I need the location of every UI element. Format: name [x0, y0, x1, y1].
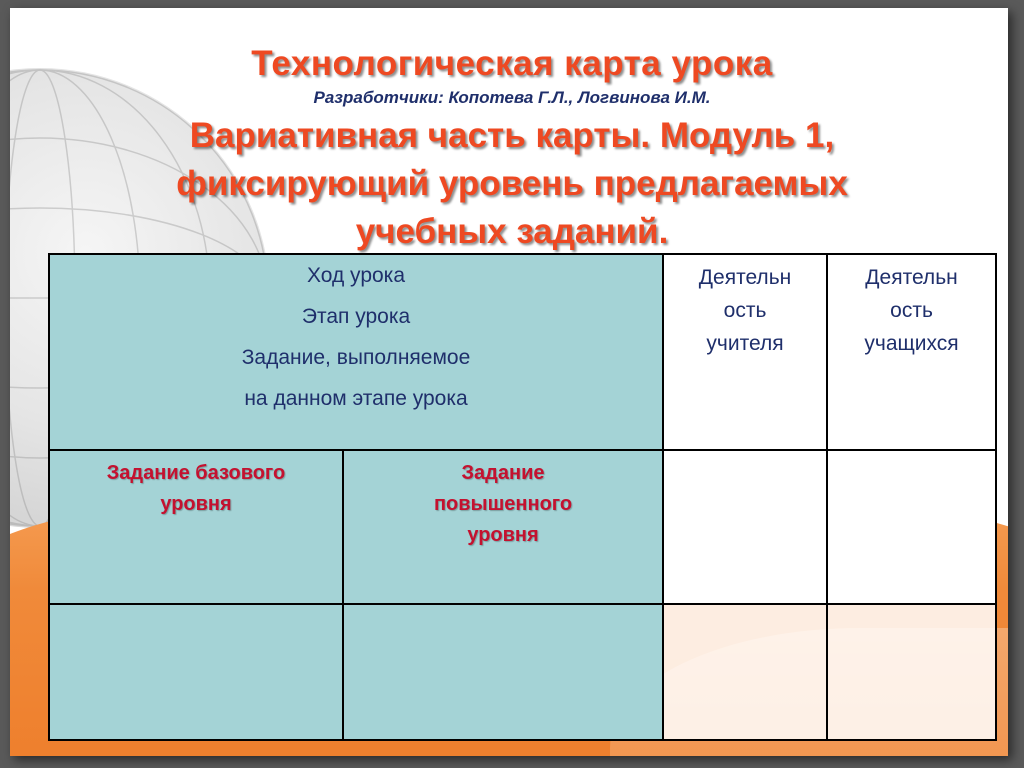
- students-activity-cell-row3: [827, 604, 996, 740]
- slide-title: Технологическая карта урока: [251, 44, 773, 83]
- students-header-line: учащихся: [864, 332, 959, 355]
- subtitle-line: фиксирующий уровень предлагаемых: [176, 164, 848, 203]
- header-line-task: Задание, выполняемое: [241, 346, 471, 369]
- advanced-level-line: уровня: [467, 524, 539, 546]
- teacher-header-line: Деятельн: [698, 266, 792, 289]
- slide: [10, 8, 1008, 756]
- slide-subtitle: [10, 112, 1008, 256]
- advanced-level-empty-cell: [343, 604, 663, 740]
- basic-level-line: Задание базового: [106, 462, 286, 484]
- students-activity-header-cell: [827, 254, 996, 450]
- header-line-lesson-flow: Ход урока: [306, 264, 406, 287]
- advanced-level-task-cell: [343, 450, 663, 604]
- students-header-line: ость: [890, 299, 933, 322]
- advanced-level-line: повышенного: [433, 493, 573, 515]
- lesson-flow-header-cell: [49, 254, 663, 450]
- students-header-line: Деятельн: [865, 266, 958, 289]
- teacher-activity-cell-row3: [663, 604, 827, 740]
- slide-authors: Разработчики: Копотева Г.Л., Логвинова И.М.: [313, 88, 711, 107]
- subtitle-line: учебных заданий.: [355, 212, 669, 251]
- teacher-header-line: ость: [723, 299, 767, 322]
- teacher-header-line: учителя: [706, 332, 784, 355]
- basic-level-task-cell: [49, 450, 343, 604]
- students-activity-cell-row2: [827, 450, 996, 604]
- advanced-level-line: Задание: [461, 462, 545, 484]
- header-line-task-stage: на данном этапе урока: [244, 387, 468, 410]
- technological-map-table: [48, 253, 997, 741]
- header-line-lesson-stage: Этап урока: [301, 305, 411, 328]
- basic-level-line: уровня: [160, 493, 232, 515]
- teacher-activity-header-cell: [663, 254, 827, 450]
- basic-level-empty-cell: [49, 604, 343, 740]
- subtitle-line: Вариативная часть карты. Модуль 1,: [189, 116, 835, 155]
- teacher-activity-cell-row2: [663, 450, 827, 604]
